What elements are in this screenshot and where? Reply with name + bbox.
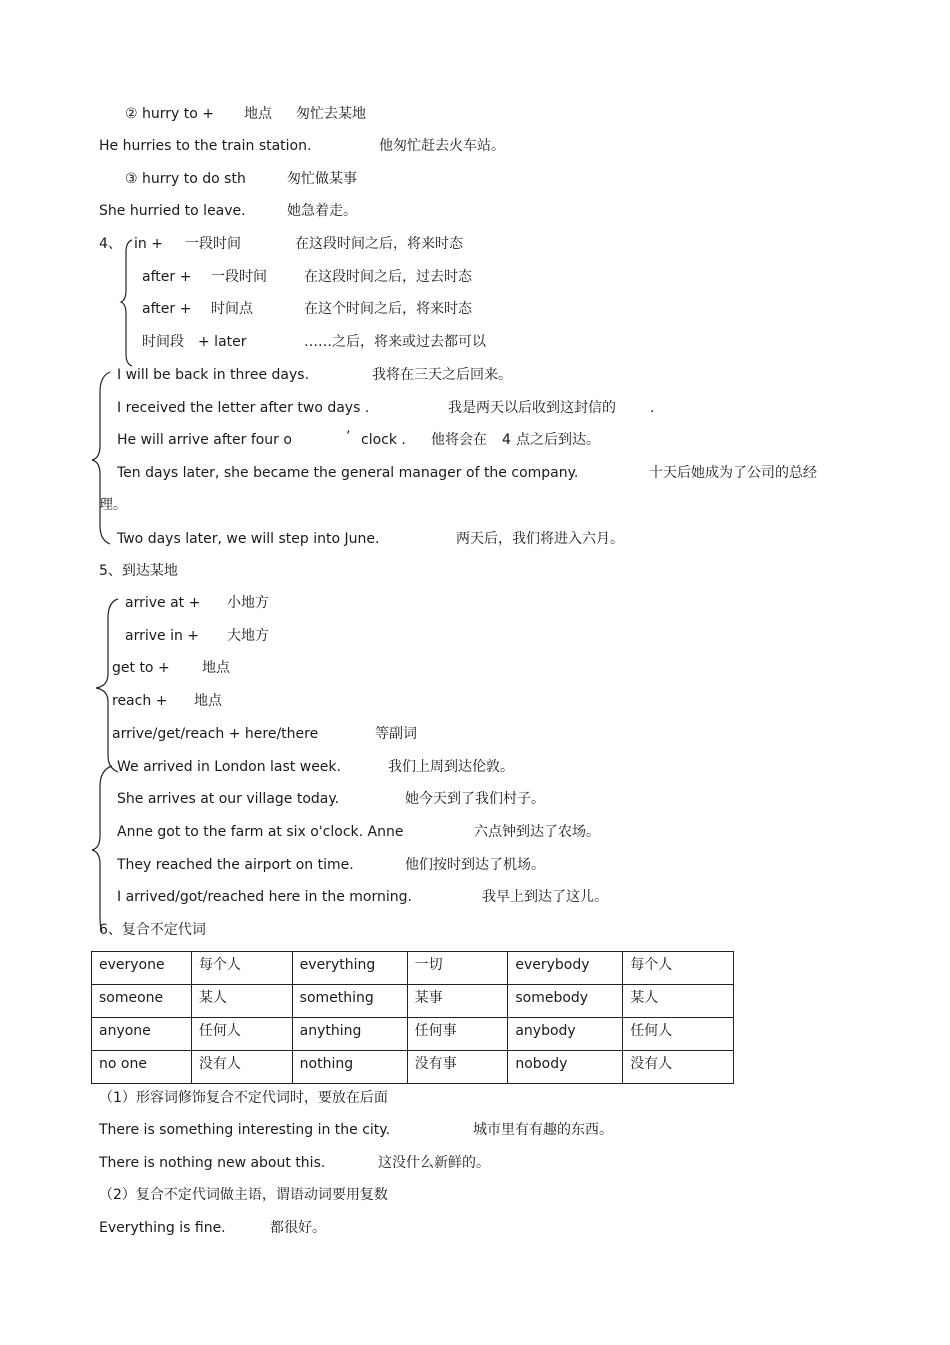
arrive-example-2-en: She arrives at our village today.: [117, 791, 340, 807]
rule-later: 时间段: [142, 334, 184, 350]
rule-reach: reach +: [112, 693, 168, 709]
table-cell: 每个人: [623, 952, 734, 985]
time-example-2-en: I received the letter after two days .: [117, 400, 370, 416]
time-example-4-cn-wrap: 理。: [99, 497, 127, 513]
table-cell: 任何事: [407, 1018, 508, 1051]
table-row: [92, 985, 734, 1018]
table-cell: nothing: [292, 1051, 407, 1084]
rule-2-example-en: Everything is fine.: [99, 1220, 226, 1236]
hurry-to-do-meaning: 匆忙做某事: [287, 171, 357, 187]
time-example-3-en-cont: clock .: [361, 432, 406, 448]
rules-brace-4: [118, 238, 138, 368]
arrive-example-5-cn: 我早上到达了这儿。: [482, 889, 608, 905]
time-example-3-apostrophe: ’: [346, 429, 351, 445]
rule-1-adjective-position: （1）形容词修饰复合不定代词时，要放在后面: [99, 1090, 388, 1106]
rule-arrive-at-object: 小地方: [227, 595, 269, 611]
section-6-heading: 6、复合不定代词: [99, 922, 206, 938]
table-cell: nobody: [508, 1051, 623, 1084]
table-cell: everything: [292, 952, 407, 985]
arrive-example-1-cn: 我们上周到达伦敦。: [388, 759, 514, 775]
rule-after-period-object: 一段时间: [211, 269, 267, 285]
rule-later-meaning: ……之后，将来或过去都可以: [304, 334, 486, 350]
time-example-3-number: 4: [502, 432, 511, 448]
rule-after-period: after +: [142, 269, 192, 285]
hurry-to-place-object: 地点: [244, 106, 272, 122]
table-cell: anybody: [508, 1018, 623, 1051]
table-row: [92, 952, 734, 985]
rule-after-point: after +: [142, 301, 192, 317]
table-cell: no one: [92, 1051, 192, 1084]
arrive-example-3-en: Anne got to the farm at six o'clock. Anne: [117, 824, 404, 840]
table-cell: 某人: [191, 985, 292, 1018]
rule-get-to: get to +: [112, 660, 170, 676]
rule-1-example-2-en: There is nothing new about this.: [99, 1155, 326, 1171]
table-cell: 任何人: [191, 1018, 292, 1051]
rule-arrive-in: arrive in +: [125, 628, 200, 644]
table-cell: anyone: [92, 1018, 192, 1051]
table-cell: 每个人: [191, 952, 292, 985]
rule-after-point-object: 时间点: [211, 301, 253, 317]
rule-get-to-object: 地点: [202, 660, 230, 676]
rule-in-period-object: 一段时间: [185, 236, 241, 252]
hurry-example-1-cn: 他匆忙赶去火车站。: [379, 138, 505, 154]
table-cell: 没有人: [623, 1051, 734, 1084]
rule-after-period-meaning: 在这段时间之后，过去时态: [304, 269, 472, 285]
arrive-example-4-cn: 他们按时到达了机场。: [405, 857, 545, 873]
hurry-to-do-pattern: ③ hurry to do sth: [125, 171, 246, 187]
table-row: [92, 1018, 734, 1051]
rule-arrive-in-object: 大地方: [227, 628, 269, 644]
time-example-4-en: Ten days later, she became the general manager of the company.: [117, 465, 579, 481]
table-cell: someone: [92, 985, 192, 1018]
table-cell: 某人: [623, 985, 734, 1018]
table-cell: something: [292, 985, 407, 1018]
table-cell: 任何人: [623, 1018, 734, 1051]
table-cell: somebody: [508, 985, 623, 1018]
table-row: [92, 1051, 734, 1084]
arrive-example-1-en: We arrived in London last week.: [117, 759, 341, 775]
time-example-2-period: .: [650, 400, 655, 416]
table-cell: anything: [292, 1018, 407, 1051]
arrive-example-3-cn: 六点钟到达了农场。: [474, 824, 600, 840]
table-cell: 某事: [407, 985, 508, 1018]
rule-in-period-meaning: 在这段时间之后，将来时态: [295, 236, 463, 252]
rule-arrive-at: arrive at +: [125, 595, 201, 611]
hurry-to-place-pattern: ② hurry to +: [125, 106, 214, 122]
rule-in-period: in +: [134, 236, 163, 252]
time-example-3-en: He will arrive after four o: [117, 432, 292, 448]
examples-brace-5: [88, 764, 118, 934]
arrive-example-5-en: I arrived/got/reached here in the morning.: [117, 889, 412, 905]
table-cell: 没有事: [407, 1051, 508, 1084]
section-4-number: 4、: [99, 236, 122, 252]
arrive-example-2-cn: 她今天到了我们村子。: [405, 791, 545, 807]
rule-1-example-2-cn: 这没什么新鲜的。: [378, 1155, 490, 1171]
rules-brace-5: [92, 596, 122, 776]
rule-2-example-cn: 都很好。: [270, 1220, 326, 1236]
time-example-4-cn: 十天后她成为了公司的总经: [649, 465, 817, 481]
arrive-example-4-en: They reached the airport on time.: [117, 857, 354, 873]
time-example-3-cn: 他将会在: [431, 432, 487, 448]
rule-1-example-1-en: There is something interesting in the city.: [99, 1122, 391, 1138]
rule-reach-object: 地点: [194, 693, 222, 709]
rule-here-there: arrive/get/reach + here/there: [112, 726, 319, 742]
time-example-5-cn: 两天后，我们将进入六月。: [456, 531, 624, 547]
time-example-2-cn: 我是两天以后收到这封信的: [448, 400, 616, 416]
hurry-example-2-en: She hurried to leave.: [99, 203, 246, 219]
hurry-to-place-meaning: 匆忙去某地: [296, 106, 366, 122]
table-cell: everybody: [508, 952, 623, 985]
hurry-example-1-en: He hurries to the train station.: [99, 138, 312, 154]
pronoun-table: [91, 951, 734, 1084]
table-cell: 一切: [407, 952, 508, 985]
examples-brace-4: [88, 370, 118, 546]
section-5-heading: 5、到达某地: [99, 563, 178, 579]
table-cell: everyone: [92, 952, 192, 985]
rule-later-word: + later: [198, 334, 247, 350]
time-example-1-cn: 我将在三天之后回来。: [372, 367, 512, 383]
rule-here-there-note: 等副词: [375, 726, 417, 742]
time-example-3-cn-cont: 点之后到达。: [516, 432, 600, 448]
rule-2-subject-verb: （2）复合不定代词做主语，谓语动词要用复数: [99, 1187, 388, 1203]
time-example-5-en: Two days later, we will step into June.: [117, 531, 380, 547]
table-cell: 没有人: [191, 1051, 292, 1084]
time-example-1-en: I will be back in three days.: [117, 367, 310, 383]
hurry-example-2-cn: 她急着走。: [287, 203, 357, 219]
rule-after-point-meaning: 在这个时间之后，将来时态: [304, 301, 472, 317]
rule-1-example-1-cn: 城市里有有趣的东西。: [473, 1122, 613, 1138]
